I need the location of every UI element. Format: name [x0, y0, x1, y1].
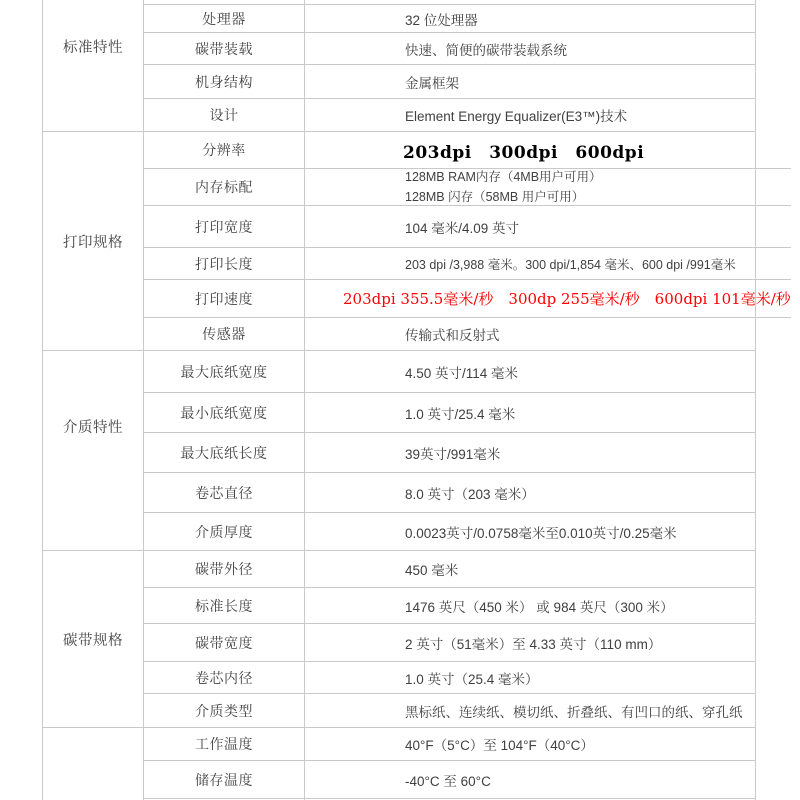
spec-row-print-length [144, 247, 791, 279]
spec-value: -40°C 至 60°C [405, 773, 491, 789]
spec-label: 处理器 [144, 5, 305, 32]
spec-label: 标准长度 [144, 588, 305, 623]
section-environment [43, 727, 755, 800]
spec-row-print-width [144, 205, 791, 247]
spec-label: 介质厚度 [144, 513, 305, 550]
spec-row-body-structure [144, 64, 755, 98]
spec-row-standard-length [144, 587, 755, 623]
spec-row-core-diameter [144, 472, 755, 512]
spec-label: 最大底纸宽度 [144, 351, 305, 392]
spec-row-operating-temperature [144, 728, 755, 760]
spec-row-print-speed [144, 279, 791, 317]
category-environment [43, 728, 144, 800]
section-standard-features [43, 0, 755, 131]
spec-row-processor [144, 4, 755, 32]
spec-row-design [144, 98, 755, 131]
spec-value-resolution: 203dpi 300dpi 600dpi [403, 142, 645, 163]
spec-value: Element Energy Equalizer(E3™)技术 [405, 109, 628, 124]
spec-label: 卷芯直径 [144, 473, 305, 512]
spec-row-ribbon-loading [144, 32, 755, 64]
category-print-specs [43, 132, 144, 350]
spec-label: 最小底纸宽度 [144, 393, 305, 432]
spec-value: 32 位处理器 [405, 12, 478, 28]
spec-row-storage-temperature [144, 760, 755, 798]
memory-line-1: 128MB RAM内存（4MB用户可用） [405, 170, 602, 184]
spec-label: 碳带宽度 [144, 624, 305, 661]
spec-value: 快速、简便的碳带装载系统 [405, 42, 567, 58]
category-label: 打印规格 [63, 234, 123, 251]
spec-value: 传输式和反射式 [405, 328, 500, 343]
spec-value: 40°F（5°C）至 104°F（40°C） [405, 738, 594, 753]
spec-label: 分辨率 [144, 132, 305, 168]
spec-value: 2 英寸（51毫米）至 4.33 英寸（110 mm） [405, 636, 662, 652]
spec-row-media-thickness [144, 512, 755, 550]
spec-value: 1476 英尺（450 米） 或 984 英尺（300 米） [405, 599, 674, 615]
spec-label: 介质类型 [144, 694, 305, 727]
spec-value: 104 毫米/4.09 英寸 [405, 220, 520, 236]
spec-label: 最大底纸长度 [144, 433, 305, 472]
spec-value: 39英寸/991毫米 [405, 446, 501, 462]
spec-label: 打印速度 [144, 280, 305, 317]
spec-value: 8.0 英寸（203 毫米） [405, 486, 535, 502]
spec-label: 打印长度 [144, 248, 305, 279]
spec-value: 4.50 英寸/114 毫米 [405, 365, 519, 381]
spec-row-ribbon-width [144, 623, 755, 661]
spec-value-print-speed: 203dpi 355.5毫米/秒 300dp 255毫米/秒 600dpi 101毫米/秒 [343, 290, 791, 308]
spec-label: 工作温度 [144, 728, 305, 760]
spec-value-memory [305, 169, 791, 205]
spec-label: 内存标配 [144, 169, 305, 205]
section-media-characteristics [43, 350, 755, 550]
spec-value: 1.0 英寸/25.4 毫米 [405, 406, 516, 422]
spec-label: 碳带装载 [144, 33, 305, 64]
category-ribbon-specs [43, 551, 144, 727]
category-label: 介质特性 [63, 420, 123, 436]
spec-row-media-types [144, 693, 755, 727]
spec-value: 203 dpi /3,988 毫米。300 dpi/1,854 毫米、600 dpi /991毫米 [405, 257, 736, 272]
spec-label: 传感器 [144, 318, 305, 350]
section-print-specs [43, 131, 791, 350]
spec-label: 设计 [144, 99, 305, 131]
spec-row-min-liner-width [144, 392, 755, 432]
spec-value: 0.0023英寸/0.0758毫米至0.010英寸/0.25毫米 [405, 525, 677, 541]
spec-row-resolution [144, 132, 791, 168]
spec-row-max-liner-width [144, 351, 755, 392]
category-label: 标准特性 [63, 40, 123, 56]
category-standard-features [43, 0, 144, 131]
spec-value: 黑标纸、连续纸、模切纸、折叠纸、有凹口的纸、穿孔纸 [405, 704, 743, 720]
spec-label: 打印宽度 [144, 206, 305, 247]
section-ribbon-specs [43, 550, 755, 727]
spec-row-sensor [144, 317, 791, 350]
spec-row-memory [144, 168, 791, 205]
spec-label: 机身结构 [144, 65, 305, 98]
spec-row-ribbon-outer-diameter [144, 551, 755, 587]
memory-line-2: 128MB 闪存（58MB 用户可用） [405, 190, 585, 204]
category-media-characteristics [43, 351, 144, 550]
spec-label: 储存温度 [144, 761, 305, 798]
spec-row-max-liner-length [144, 432, 755, 472]
spec-value: 1.0 英寸（25.4 毫米） [405, 671, 539, 687]
spec-table [42, 0, 791, 800]
category-label: 碳带规格 [63, 632, 123, 649]
spec-label: 卷芯内径 [144, 662, 305, 693]
spec-value: 金属框架 [405, 75, 459, 91]
spec-row-core-inner-diameter [144, 661, 755, 693]
spec-label: 碳带外径 [144, 551, 305, 587]
spec-value: 450 毫米 [405, 563, 459, 578]
